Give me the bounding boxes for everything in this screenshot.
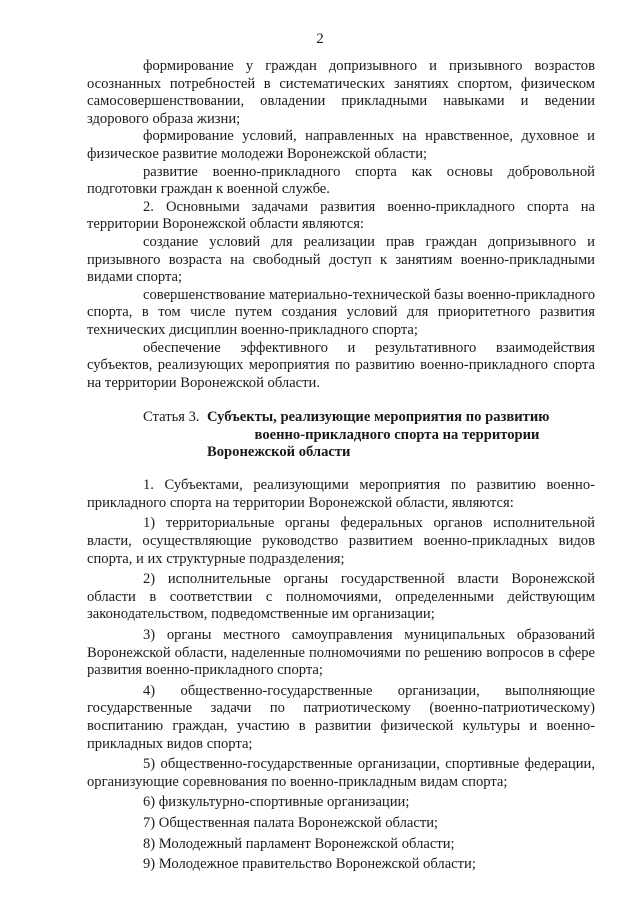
list-item: 6) физкультурно-спортивные организации; [143,794,410,811]
list-item: 5) общественно-государственные организации, спортивные федерации, организующие соревнования по военно-прикладным видам спорта; [87,756,595,790]
paragraph: обеспечение эффективного и результативного взаимодействия субъектов, реализующих мероприятия по развитию военно-прикладного спорта на территории Воронежской области. [87,339,595,391]
list-item: 4) общественно-государственные организации, выполняющие государственные задачи по патриотическому (военно-патриотическому) воспитанию граждан, участию в развитии физической культуры и военно-прикладных видов спорта; [87,682,595,752]
paragraph: развитие военно-прикладного спорта как основы добровольной подготовки граждан к военной службе. [87,163,595,198]
list-item: 3) органы местного самоуправления муниципальных образований Воронежской области, наделенные полномочиями по решению вопросов в сфере развития военно-прикладного спорта; [87,627,595,679]
list-item: 9) Молодежное правительство Воронежской области; [143,856,476,873]
paragraph: формирование условий, направленных на нравственное, духовное и физическое развитие молодежи Воронежской области; [87,128,595,162]
list-item: 1) территориальные органы федеральных органов исполнительной власти, осуществляющие руководство развитием военно-прикладных видов спорта, и их структурные подразделения; [87,515,595,567]
paragraph: совершенствование материально-технической базы военно-прикладного спорта, в том числе путем создания условий для приоритетного развития технических дисциплин военно-прикладного спорта; [87,286,595,338]
article-title-line: Субъекты, реализующие мероприятия по развитию [207,409,550,426]
article-title [207,409,587,462]
paragraph: формирование у граждан допризывного и призывного возрастов осознанных потребностей в систематических занятиях спортом, физическом самосовершенствовании, овладении прикладными навыками и ведении здорового образа жизни; [87,58,595,127]
list-item: 2) исполнительные органы государственной власти Воронежской области в соответствии с полномочиями, определенными действующим законодательством, подведомственные им организации; [87,571,595,623]
article-heading [87,409,595,462]
article-title-line: Воронежской области [207,444,351,461]
list-item: 8) Молодежный парламент Воронежской области; [143,835,455,852]
article-number: Статья 3. [143,409,200,426]
document-body [87,58,595,877]
paragraph: 2. Основными задачами развития военно-прикладного спорта на территории Воронежской области являются: [87,198,595,233]
list-item: 7) Общественная палата Воронежской области; [143,814,439,831]
article-title-line: военно-прикладного спорта на территории [254,426,540,443]
page-number: 2 [316,31,324,47]
paragraph: создание условий для реализации прав граждан допризывного и призывного возраста на свободный доступ к занятиям военно-прикладными видами спорта; [87,233,595,286]
paragraph: 1. Субъектами, реализующими мероприятия по развитию военно-прикладного спорта на территории Воронежской области, являются: [87,477,595,511]
